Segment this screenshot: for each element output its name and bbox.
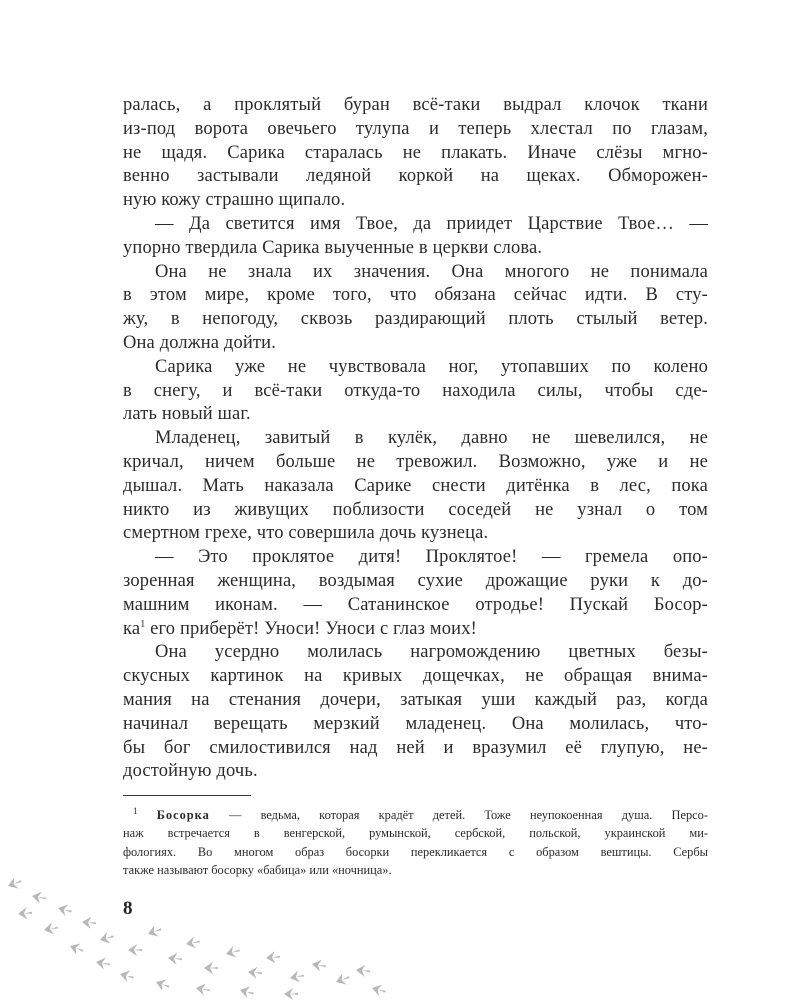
text-line: ралась, а проклятый буран всё-таки выдрал клочок ткани bbox=[123, 95, 708, 115]
birds-ornament-icon bbox=[0, 868, 420, 1000]
main-text bbox=[123, 94, 708, 784]
footnote-text: — ведьма, которая крадёт детей. Тоже неупокоенная душа. Персо- bbox=[209, 808, 708, 822]
footnote-line: фологиях. Во многом образ босорки перекликается с образом вештицы. Сербы bbox=[123, 844, 708, 859]
text-line: Она должна дойти. bbox=[123, 332, 276, 353]
text-line: из-под ворота овечьего тулупа и теперь хлестал по глазам, bbox=[123, 118, 708, 139]
text-line: ную кожу страшно щипало. bbox=[123, 190, 346, 211]
text-line: Она усердно молилась нагромождению цветных безы- bbox=[155, 642, 708, 663]
text-line bbox=[123, 618, 708, 642]
text-line: в этом мире, кроме того, что обязана сейчас идти. В сту- bbox=[123, 285, 708, 306]
footnote-term: Босорка bbox=[156, 808, 210, 822]
text-line: жу, в непогоду, сквозь раздирающий плоть стылый ветер. bbox=[123, 309, 708, 330]
page-number: 8 bbox=[123, 898, 133, 919]
footnote-reference[interactable]: 1 bbox=[140, 618, 146, 630]
text-line: бы бог смилостивился над ней и вразумил её глупую, не- bbox=[123, 737, 708, 758]
text-line: достойную дочь. bbox=[123, 761, 258, 782]
footnote-line bbox=[123, 806, 708, 824]
text-line: кричал, ничем больше не тревожил. Возможно, уже и не bbox=[123, 451, 708, 472]
text-line: лать новый шаг. bbox=[123, 404, 251, 425]
text-line: машним иконам. — Сатанинское отродье! Пускай Босор- bbox=[123, 594, 708, 615]
text-line: мания на стенания дочери, затыкая уши каждый раз, когда bbox=[123, 689, 708, 710]
footnote-line: наж встречается в венгерской, румынской, сербской, польской, украинской ми- bbox=[123, 826, 708, 841]
text-line: венно застывали ледяной коркой на щеках. Обморожен- bbox=[123, 166, 708, 187]
text-line: Младенец, завитый в кулёк, давно не шевелился, не bbox=[155, 428, 708, 449]
footnote-number: 1 bbox=[133, 806, 138, 816]
footnote-line: также называют босорку «бабица» или «ночница». bbox=[123, 862, 392, 877]
text-line: упорно твердила Сарика выученные в церкви слова. bbox=[123, 237, 543, 258]
text-line: Сарика уже не чувствовала ног, утопавших по колено bbox=[155, 356, 708, 377]
text-line: скусных картинок на кривых дощечках, не обращая внима- bbox=[123, 666, 708, 687]
text-line: никто из живущих поблизости соседей не узнал о том bbox=[123, 499, 708, 520]
text-line: зоренная женщина, воздымая сухие дрожащие руки к до- bbox=[123, 570, 708, 591]
text-line: Она не знала их значения. Она многого не понимала bbox=[155, 261, 708, 282]
text-line: смертном грехе, что совершила дочь кузнеца. bbox=[123, 523, 489, 544]
footnote-divider bbox=[123, 795, 251, 796]
text-line: в снегу, и всё-таки откуда-то находила силы, чтобы сде- bbox=[123, 380, 708, 401]
text-fragment: ка bbox=[123, 618, 141, 639]
text-line: не щадя. Сарика старалась не плакать. Иначе слёзы мгно- bbox=[123, 142, 708, 163]
text-fragment: его приберёт! Уноси! Уноси с глаз моих! bbox=[145, 618, 477, 639]
text-line: — Это проклятое дитя! Проклятое! — гремела опо- bbox=[155, 547, 708, 568]
text-line: начинал верещать мерзкий младенец. Она молилась, что- bbox=[123, 713, 708, 734]
text-line: — Да светится имя Твое, да приидет Царствие Твое… — bbox=[155, 213, 708, 234]
text-line: дышал. Мать наказала Сарике снести дитёнка в лес, пока bbox=[123, 475, 708, 496]
